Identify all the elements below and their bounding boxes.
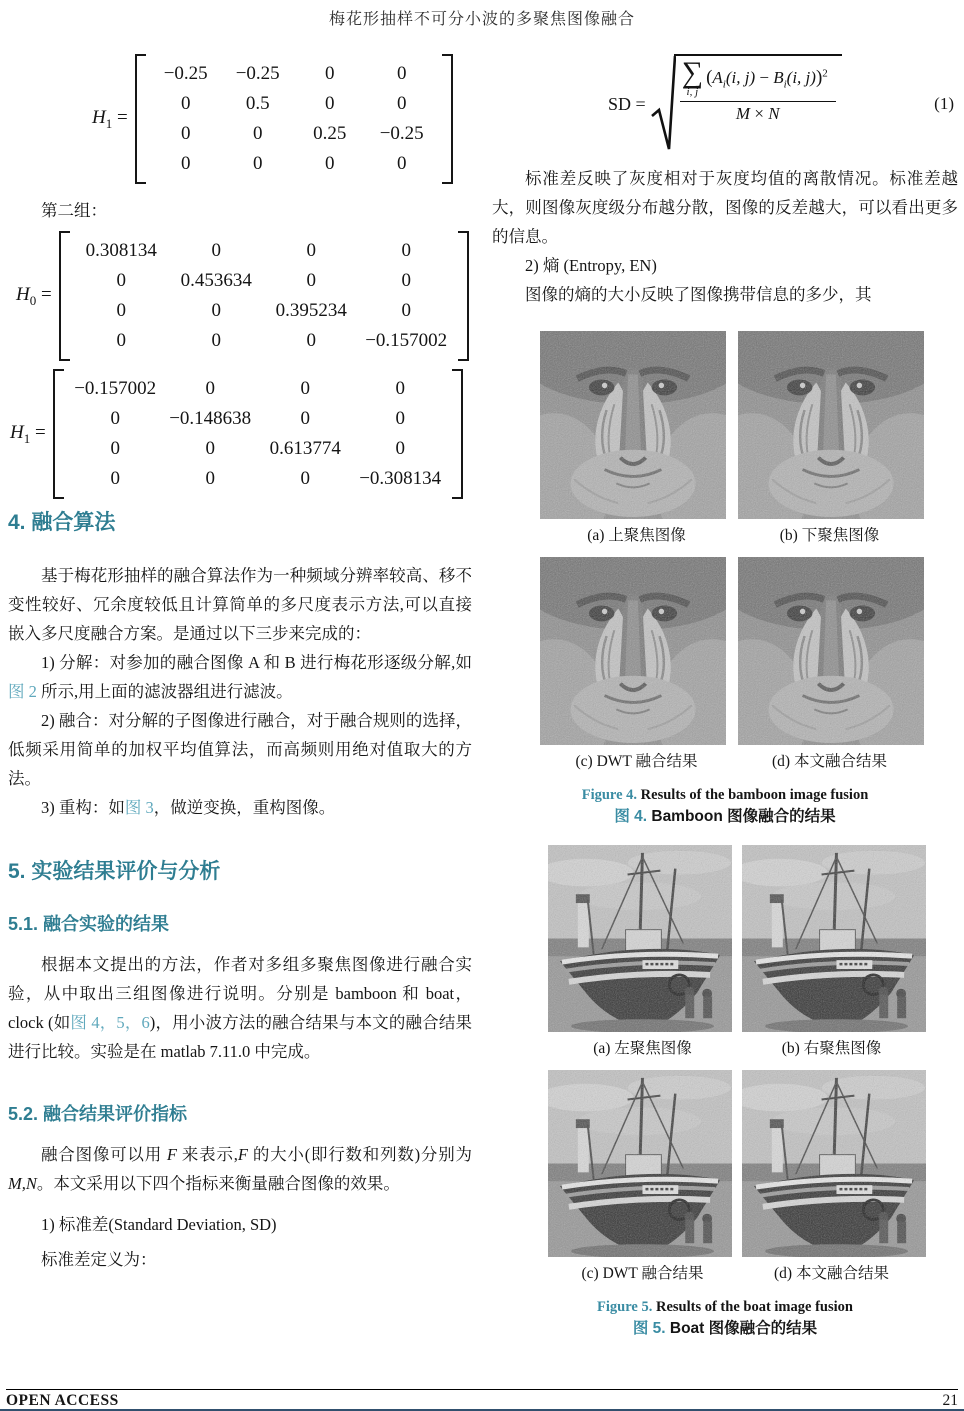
matrix-row: [150, 119, 438, 149]
matrix-cell: 0: [211, 300, 221, 321]
matrix-cell: 0: [401, 300, 411, 321]
text-segment: 来表示,: [176, 1145, 238, 1164]
matrix-h1-group2: [10, 369, 472, 499]
figure-4-caption: Figure 4. Results of the bamboon image fusion 图 4. Bamboon 图像融合的结果: [581, 787, 869, 825]
subcaption: (d) 本文融合结果: [772, 753, 887, 770]
open-access-label: OPEN ACCESS: [6, 1392, 119, 1409]
matrix-cell: 0: [116, 330, 126, 351]
text-segment: 。本文采用以下四个指标来衡量融合图像的效果。: [36, 1174, 400, 1193]
boat-photo-d: [742, 1070, 926, 1257]
equation-lhs: SD =: [608, 93, 646, 114]
matrix-cell: 0: [205, 438, 215, 459]
matrix-cell: 0: [306, 270, 316, 291]
matrix-row: [74, 236, 454, 266]
matrix-cell: 0: [205, 468, 215, 489]
subcaption: (a) 左聚焦图像: [593, 1040, 692, 1057]
bracket-right: [442, 54, 453, 184]
matrix-cell: 0: [116, 270, 126, 291]
sum-symbol: ∑ i, j: [681, 56, 704, 98]
paragraph-sd-explain: [492, 164, 958, 251]
right-column: [492, 40, 958, 1339]
subcaption: (a) 上聚焦图像: [587, 527, 686, 544]
paragraph-entropy-label: [492, 251, 958, 280]
text-segment: 图像的熵的大小反映了图像携带信息的多少，其: [525, 285, 872, 304]
text-segment: 标准差反映了灰度相对于灰度均值的离散情况。标准差越大，则图像灰度级分布越分散，图像的反差越大，可以看出更多的信息。: [492, 169, 958, 246]
paragraph-5-2: [8, 1140, 472, 1198]
bracket-left: [135, 54, 146, 184]
matrix-cell: 0: [211, 330, 221, 351]
matrix-cell: 0.395234: [275, 300, 347, 321]
paper-running-title: 梅花形抽样不可分小波的多聚焦图像融合: [328, 11, 635, 28]
group2-label: 第二组：: [41, 201, 107, 220]
baboon-photo-c: [540, 557, 726, 745]
paragraph-fusion-intro: [8, 561, 472, 648]
baboon-photo-b: [738, 331, 924, 519]
matrix-cell: 0: [395, 438, 405, 459]
bracket-right: [452, 369, 463, 499]
matrix-cell: 0.5: [245, 93, 270, 114]
matrix-cell: 0: [252, 153, 263, 174]
text-segment: 3) 重构：如: [41, 798, 125, 817]
matrix-cell: −0.157002: [74, 378, 157, 399]
matrix-row: [74, 326, 454, 356]
section-5-2-heading: 5.2. 融合结果评价指标: [8, 1104, 188, 1124]
bracket-right: [458, 231, 469, 361]
figure-4-row-1: [492, 331, 958, 519]
text-segment: 标准差定义为：: [41, 1250, 157, 1269]
square-root: [650, 54, 842, 154]
paragraph-sd-label: [8, 1210, 472, 1239]
text-segment: )，用小波方法的融合结果与本文的融合结果进行比较。实验是在 matlab 7.11.0 中完成。: [8, 1013, 473, 1061]
matrix-row: [150, 149, 438, 179]
left-column: [8, 40, 472, 1274]
matrix-cell: 0: [300, 378, 310, 399]
matrix-cell: 0: [396, 153, 407, 174]
matrix-cell: 0.453634: [180, 270, 252, 291]
matrix-cell: 0.25: [313, 123, 347, 144]
matrix-cell: 0: [110, 468, 120, 489]
matrix-grid: [70, 231, 458, 361]
text-segment: ，做逆变换，重构图像。: [153, 798, 336, 817]
matrix-cell: 0: [324, 93, 335, 114]
bracket-left: [53, 369, 64, 499]
matrix-cell: 0: [252, 123, 263, 144]
matrix-cell: 0: [180, 123, 191, 144]
section-5-1-heading: 5.1. 融合实验的结果: [8, 914, 170, 934]
baboon-photo-a: [540, 331, 726, 519]
figure-ref-link[interactable]: 图 2: [8, 682, 37, 701]
figure-4: [492, 331, 958, 827]
text-segment: F: [166, 1145, 177, 1164]
matrix-cell: 0: [396, 93, 407, 114]
matrix-cell: 0: [205, 378, 215, 399]
paragraph-step1: [8, 648, 472, 706]
matrix-row: [68, 404, 448, 434]
section-4-heading: 4. 融合算法: [8, 511, 116, 534]
matrix-row: [150, 59, 438, 89]
footer: [6, 1392, 958, 1410]
text-segment: M,N: [8, 1174, 37, 1193]
boat-photo-a: [548, 845, 732, 1032]
figure-5: [492, 845, 958, 1339]
matrix-h0-group2: [16, 231, 472, 361]
equation-numerator: ∑ i, j ($A_i(i$, $j) - B_i(i$, j))$^2$: [680, 60, 836, 102]
matrix-cell: 0: [324, 63, 335, 84]
radical-sign: [650, 54, 676, 154]
text-segment: 基于梅花形抽样的融合算法作为一种频域分辨率较高、移不变性较好、冗余度较低且计算简单的多尺度表示方法,可以直接嵌入多尺度融合方案。是通过以下三步来完成的：: [8, 566, 472, 643]
paragraph-entropy: [492, 280, 958, 309]
text-segment: 融合图像可以用: [41, 1145, 167, 1164]
figure-5-captions-row-1: [492, 1032, 926, 1062]
matrix-label: $H_1$ =: [10, 421, 46, 446]
matrix-cell: −0.25: [163, 63, 208, 84]
matrix-cell: −0.25: [379, 123, 424, 144]
matrix-cell: 0: [180, 93, 191, 114]
matrix-cell: 0: [211, 240, 221, 261]
text-segment: 根据本文提出的方法，作者对多组多聚焦图像进行融合实验，从中取出三组图像进行说明。分别是 bamboon 和 boat，clock (如: [8, 955, 472, 1032]
figure-ref-link[interactable]: 图 3: [124, 798, 154, 817]
text-segment: 的大小(即行数和列数)分别为: [247, 1145, 472, 1164]
matrix-grid: [64, 369, 452, 499]
paragraph-sd-def: [8, 1245, 472, 1274]
matrix-cell: 0: [401, 270, 411, 291]
equation-denominator: M × N: [735, 104, 780, 123]
matrix-cell: 0: [395, 408, 405, 429]
figure-5-row-1: [492, 845, 958, 1032]
figure-5-row-2: [492, 1070, 958, 1257]
paragraph-5-1: [8, 950, 472, 1066]
text-segment: 2) 融合：对分解的子图像进行融合，对于融合规则的选择，低频采用简单的加权平均值算法，而高频则用绝对值取大的方法。: [8, 711, 472, 788]
subcaption: (d) 本文融合结果: [774, 1265, 889, 1282]
paragraph-step2: [8, 706, 472, 793]
matrix-cell: 0.308134: [85, 240, 157, 261]
matrix-cell: 0: [395, 378, 405, 399]
paragraph-step3: [8, 793, 472, 822]
subcaption: (b) 右聚焦图像: [781, 1040, 882, 1057]
matrix-row: [68, 374, 448, 404]
matrix-cell: 0: [110, 438, 120, 459]
matrix-cell: 0: [324, 153, 335, 174]
figure-ref-link[interactable]: 图 4，5，6: [70, 1013, 150, 1032]
matrix-cell: −0.25: [235, 63, 280, 84]
matrix-label: $H_1$ =: [92, 106, 128, 131]
text-segment: 2) 熵 (Entropy, EN): [525, 256, 657, 275]
page-number: 21: [942, 1392, 958, 1409]
subcaption: (b) 下聚焦图像: [779, 527, 880, 544]
matrix-grid: [146, 54, 442, 184]
matrix-row: [150, 89, 438, 119]
text-segment: F: [237, 1145, 248, 1164]
matrix-cell: 0: [401, 240, 411, 261]
figure-4-row-2: [492, 557, 958, 745]
text-segment: 1) 标准差(Standard Deviation, SD): [41, 1215, 277, 1234]
matrix-cell: 0: [110, 408, 120, 429]
matrix-label: $H_0$ =: [16, 283, 52, 308]
matrix-row: [74, 296, 454, 326]
matrix-cell: 0: [300, 468, 310, 489]
matrix-cell: −0.148638: [169, 408, 252, 429]
equation-number: (1): [934, 94, 954, 113]
section-5-heading: 5. 实验结果评价与分析: [8, 860, 221, 883]
matrix-cell: −0.157002: [365, 330, 448, 351]
subcaption: (c) DWT 融合结果: [581, 1265, 704, 1282]
matrix-row: [68, 434, 448, 464]
figure-4-captions-row-2: [492, 745, 926, 775]
subcaption: (c) DWT 融合结果: [575, 753, 698, 770]
boat-photo-c: [548, 1070, 732, 1257]
matrix-h1-group1: [92, 54, 472, 184]
boat-photo-b: [742, 845, 926, 1032]
figure-5-captions-row-2: [492, 1257, 926, 1287]
text-segment: 所示,用上面的滤波器组进行滤波。: [36, 682, 293, 701]
matrix-cell: 0.613774: [269, 438, 341, 459]
matrix-cell: 0: [116, 300, 126, 321]
matrix-cell: 0: [300, 408, 310, 429]
bracket-left: [59, 231, 70, 361]
matrix-cell: 0: [306, 240, 316, 261]
matrix-row: [74, 266, 454, 296]
figure-4-captions-row-1: [492, 519, 926, 549]
baboon-photo-d: [738, 557, 924, 745]
matrix-cell: −0.308134: [359, 468, 442, 489]
matrix-row: [68, 464, 448, 494]
text-segment: 1) 分解：对参加的融合图像 A 和 B 进行梅花形逐级分解,如: [41, 653, 472, 672]
figure-5-caption: Figure 5. Results of the boat image fusion 图 5. Boat 图像融合的结果: [597, 1299, 853, 1337]
footer-divider: [6, 1389, 958, 1390]
matrix-cell: 0: [180, 153, 191, 174]
matrix-cell: 0: [396, 63, 407, 84]
matrix-cell: 0: [306, 330, 316, 351]
equation-sd: [492, 54, 958, 154]
